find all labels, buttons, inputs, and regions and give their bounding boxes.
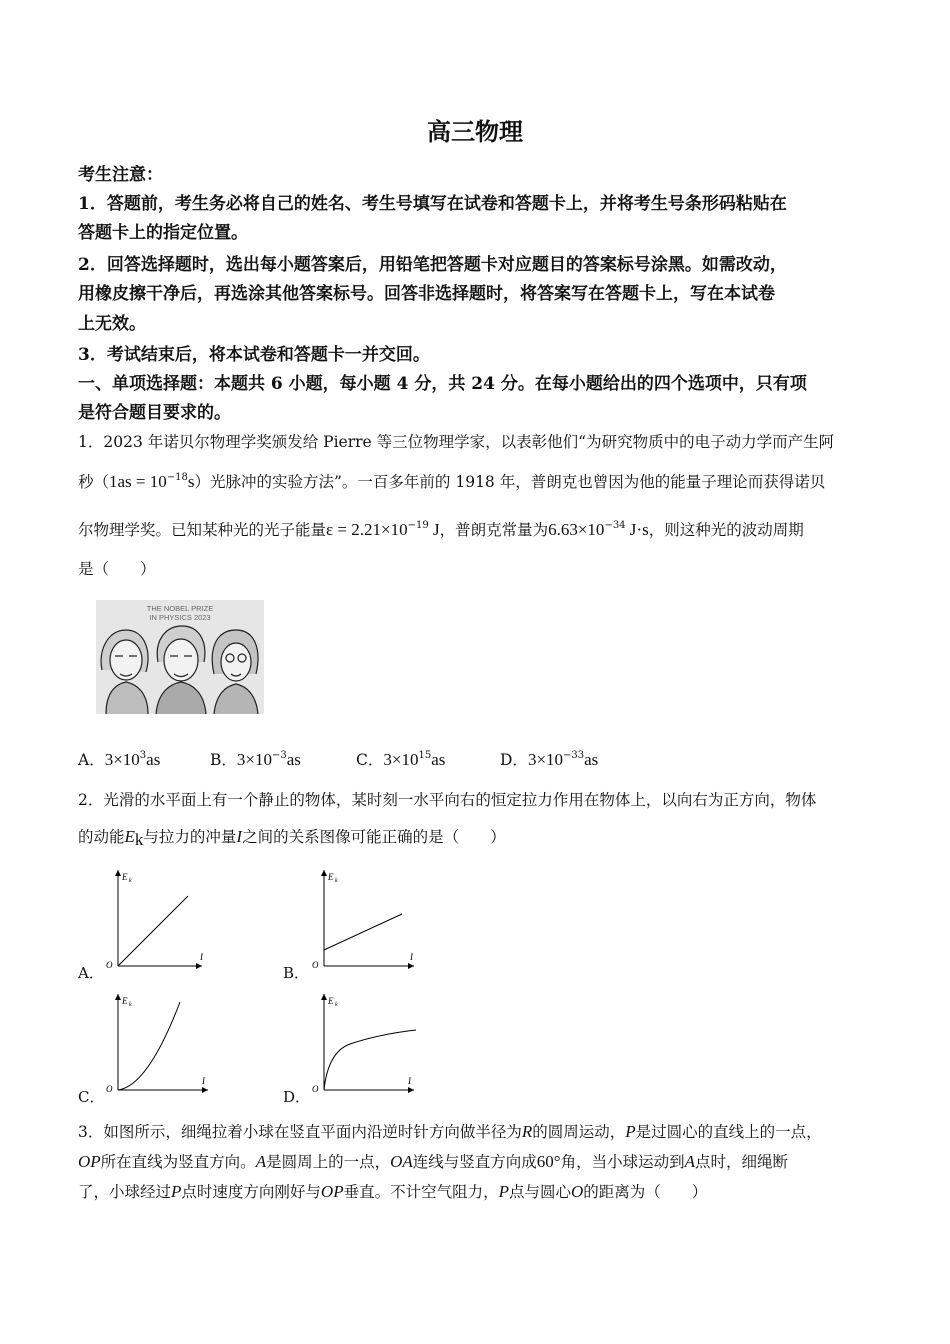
q3-line-3: 了，小球经过P点时速度方向刚好与OP垂直。不计空气阻力，P点与圆心O的距离为（ ） — [78, 1182, 708, 1201]
nobel-laureates-illustration — [96, 600, 264, 714]
graph-a-x-axis-label: I — [200, 952, 203, 962]
graph-c-origin: O — [106, 1084, 113, 1094]
graph-c-y-axis-sub: k — [129, 1002, 132, 1008]
image-caption-line-2: IN PHYSICS 2023 — [149, 613, 211, 622]
notice-item-1-line-2: 答题卡上的指定位置。 — [78, 223, 248, 243]
q2-option-c-label[interactable]: C． — [78, 1088, 105, 1106]
graph-a-origin: O — [106, 960, 113, 970]
nobel-laureates-image — [96, 600, 264, 714]
graph-a-y-axis-label: E — [122, 872, 128, 882]
notice-heading: 考生注意： — [78, 165, 163, 185]
q3-line-1: 3．如图所示，细绳拉着小球在竖直平面内沿逆时针方向做半径为R的圆周运动，P是过圆心的直线上的一点， — [78, 1122, 822, 1141]
q2-option-a-label[interactable]: A． — [78, 964, 104, 982]
q2-line-2: 的动能$E_k$与拉力的冲量I之间的关系图像可能正确的是（ ） — [78, 827, 506, 849]
graph-a-y-axis-sub: k — [129, 878, 132, 884]
q1-line-2: 秒$(1as = 10^{-18}s)$光脉冲的实验方法”。一百多年前的 1918 年，普朗克也曾因为他的能量子理论而获得诺贝 — [78, 472, 826, 491]
q2-line-1: 2．光滑的水平面上有一个静止的物体，某时刻一水平向右的恒定拉力作用在物体上，以向右为正方向，物体 — [78, 791, 817, 809]
q1-option-c[interactable]: C．$3\times 10^{15}as$ — [356, 750, 446, 769]
q2-option-d-label[interactable]: D． — [283, 1088, 311, 1106]
graph-d-y-axis-sub: k — [335, 1002, 338, 1008]
portrait-right — [212, 630, 258, 714]
q3-line-2: OP所在直线为竖直方向。A是圆周上的一点，OA连线与竖直方向成60°角，当小球运动到A点时，细绳断 — [78, 1152, 789, 1171]
q1-option-b[interactable]: B．$3\times 10^{-3}as$ — [210, 750, 301, 769]
q1-line-1: 1．2023 年诺贝尔物理学奖颁发给 Pierre 等三位物理学家，以表彰他们“为研究物质中的电子动力学而产生阿 — [78, 433, 835, 451]
q2-graph-d[interactable] — [310, 990, 420, 1100]
q2-option-b-label[interactable]: B． — [283, 964, 310, 982]
notice-item-2-line-2: 用橡皮擦干净后，再选涂其他答案标号。回答非选择题时，将答案写在答题卡上，写在本试卷 — [78, 284, 775, 304]
graph-d-origin: O — [312, 1084, 319, 1094]
q1-option-a[interactable]: A．$3\times 10^3as$ — [78, 750, 161, 769]
q1-line-3: 尔物理学奖。已知某种光的光子能量$\varepsilon = 2.21\times 10^{-19}$ J，普朗克常量为$6.63\times 10^{-34}$ J·s，则这种光的波动周期 — [78, 520, 804, 539]
section-heading-line-1: 一、单项选择题：本题共 6 小题，每小题 4 分，共 24 分。在每小题给出的四个选项中，只有项 — [78, 374, 807, 394]
notice-item-2-line-1: 2．回答选择题时，选出每小题答案后，用铅笔把答题卡对应题目的答案标号涂黑。如需改动， — [78, 255, 787, 275]
q1-option-d[interactable]: D．$3\times 10^{-33}as$ — [500, 750, 599, 769]
notice-item-1-line-1: 1．答题前，考生务必将自己的姓名、考生号填写在试卷和答题卡上，并将考生号条形码粘贴在 — [78, 194, 787, 214]
page-title: 高三物理 — [427, 117, 523, 146]
graph-d-x-axis-label: I — [408, 1076, 411, 1086]
graph-b-x-axis-label: I — [410, 952, 413, 962]
graph-d-y-axis-label: E — [328, 996, 334, 1006]
notice-item-3: 3．考试结束后，将本试卷和答题卡一并交回。 — [78, 345, 430, 365]
q1-line-4: 是（ ） — [78, 560, 156, 578]
graph-c-x-axis-label: I — [202, 1076, 205, 1086]
graph-b-y-axis-sub: k — [335, 878, 338, 884]
q2-graph-c[interactable] — [104, 990, 214, 1100]
image-caption-line-1: THE NOBEL PRIZE — [146, 604, 214, 613]
graph-c-y-axis-label: E — [122, 996, 128, 1006]
graph-b-origin: O — [312, 960, 319, 970]
q2-graph-a[interactable] — [104, 866, 204, 976]
q2-graph-b[interactable] — [310, 866, 420, 976]
section-heading-line-2: 是符合题目要求的。 — [78, 403, 231, 423]
graph-b-y-axis-label: E — [328, 872, 334, 882]
notice-item-2-line-3: 上无效。 — [78, 314, 146, 334]
